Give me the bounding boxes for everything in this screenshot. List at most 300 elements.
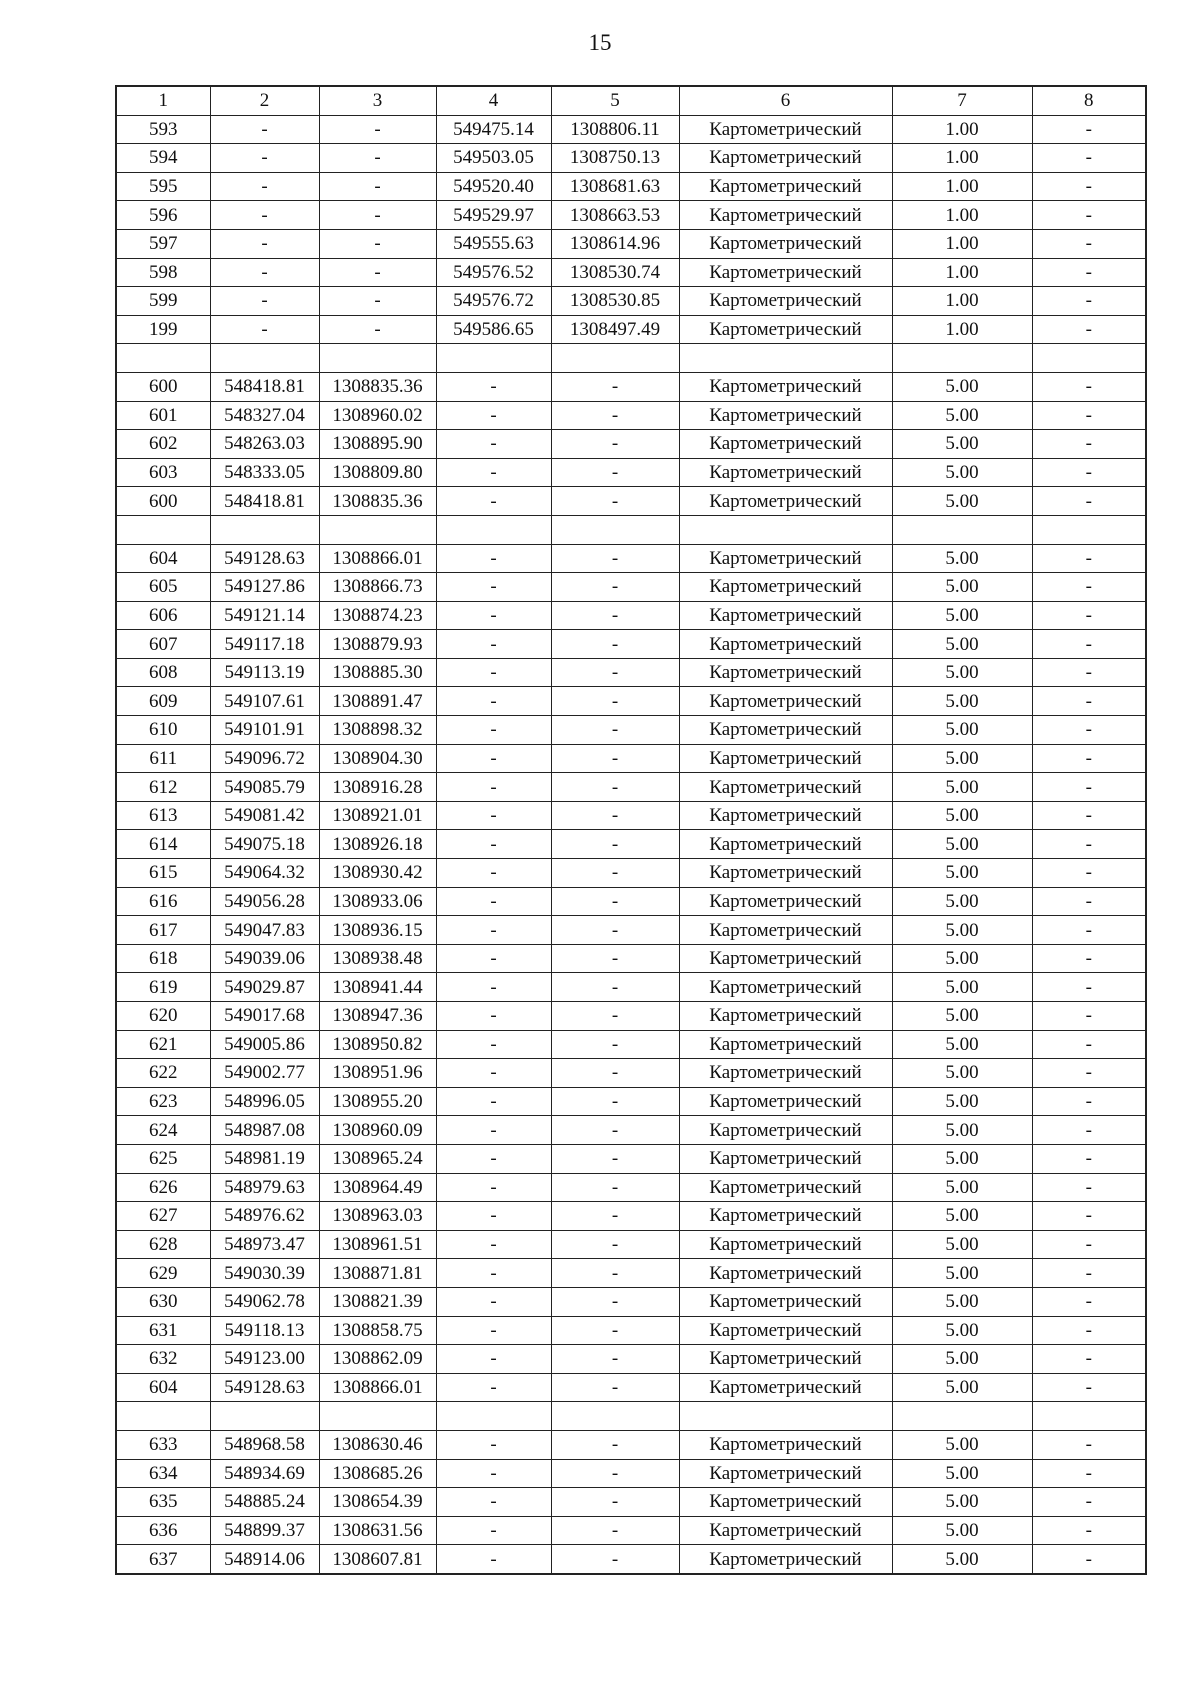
table-row — [116, 144, 1146, 173]
table-cell: - — [436, 487, 551, 516]
table-cell: 1308835.36 — [319, 487, 436, 516]
table-row — [116, 601, 1146, 630]
table-cell: 5.00 — [892, 1345, 1032, 1374]
table-cell: Картометрический — [679, 372, 892, 401]
table-cell: - — [436, 1202, 551, 1231]
table-cell: Картометрический — [679, 487, 892, 516]
table-cell: 5.00 — [892, 544, 1032, 573]
table-cell: - — [436, 744, 551, 773]
table-row — [116, 315, 1146, 344]
table-row — [116, 1173, 1146, 1202]
column-header: 8 — [1032, 86, 1146, 115]
table-cell: 635 — [116, 1488, 210, 1517]
table-cell: - — [319, 201, 436, 230]
table-cell: 549056.28 — [210, 887, 319, 916]
table-cell: 597 — [116, 229, 210, 258]
table-cell: - — [1032, 1087, 1146, 1116]
table-cell: 549127.86 — [210, 573, 319, 602]
table-cell: 623 — [116, 1087, 210, 1116]
table-cell: - — [1032, 887, 1146, 916]
table-cell: - — [551, 372, 679, 401]
table-cell: 5.00 — [892, 887, 1032, 916]
table-body — [116, 115, 1146, 1574]
table-cell: 1308858.75 — [319, 1316, 436, 1345]
table-cell: 1308964.49 — [319, 1173, 436, 1202]
table-cell: 605 — [116, 573, 210, 602]
table-cell: 549576.72 — [436, 287, 551, 316]
table-row — [116, 1459, 1146, 1488]
table-cell: - — [319, 258, 436, 287]
table-cell: 549576.52 — [436, 258, 551, 287]
column-header: 5 — [551, 86, 679, 115]
table-cell: 1308681.63 — [551, 172, 679, 201]
table-cell: - — [551, 1373, 679, 1402]
table-cell: - — [551, 1173, 679, 1202]
table-cell: - — [551, 487, 679, 516]
table-cell: 637 — [116, 1545, 210, 1574]
table-cell: - — [1032, 1002, 1146, 1031]
table-cell: 5.00 — [892, 801, 1032, 830]
table-cell: - — [1032, 1259, 1146, 1288]
table-cell: - — [551, 1259, 679, 1288]
table-cell: - — [1032, 315, 1146, 344]
table-cell: 1308530.85 — [551, 287, 679, 316]
table-cell: - — [436, 801, 551, 830]
table-cell: - — [1032, 801, 1146, 830]
table-cell: 602 — [116, 430, 210, 459]
table-cell: Картометрический — [679, 687, 892, 716]
table-cell: 1.00 — [892, 315, 1032, 344]
table-cell: 1308530.74 — [551, 258, 679, 287]
table-row — [116, 630, 1146, 659]
table-row — [116, 573, 1146, 602]
table-cell: 624 — [116, 1116, 210, 1145]
table-cell: - — [1032, 487, 1146, 516]
table-cell: Картометрический — [679, 315, 892, 344]
table-cell — [116, 1402, 210, 1431]
table-row — [116, 430, 1146, 459]
table-row — [116, 544, 1146, 573]
table-cell: 633 — [116, 1430, 210, 1459]
table-row — [116, 801, 1146, 830]
table-cell: - — [210, 144, 319, 173]
table-cell: Картометрический — [679, 1202, 892, 1231]
table-cell: - — [551, 1545, 679, 1574]
table-cell: Картометрический — [679, 716, 892, 745]
table-cell: 1308866.01 — [319, 544, 436, 573]
table-row — [116, 887, 1146, 916]
table-cell: - — [551, 973, 679, 1002]
table-cell: - — [436, 1545, 551, 1574]
table-cell: - — [551, 1488, 679, 1517]
table-cell: Картометрический — [679, 573, 892, 602]
table-cell: 616 — [116, 887, 210, 916]
table-cell: 1308895.90 — [319, 430, 436, 459]
table-cell: - — [551, 601, 679, 630]
table-cell: - — [436, 1173, 551, 1202]
table-cell: Картометрический — [679, 630, 892, 659]
table-cell: 1308963.03 — [319, 1202, 436, 1231]
table-cell: Картометрический — [679, 1488, 892, 1517]
table-cell: 548987.08 — [210, 1116, 319, 1145]
table-cell: 630 — [116, 1287, 210, 1316]
table-cell: 1308607.81 — [319, 1545, 436, 1574]
table-cell: 1308955.20 — [319, 1087, 436, 1116]
table-cell: - — [551, 1116, 679, 1145]
table-cell: 632 — [116, 1345, 210, 1374]
table-cell: - — [436, 887, 551, 916]
table-cell: 1308835.36 — [319, 372, 436, 401]
table-cell: - — [1032, 229, 1146, 258]
table-cell: - — [436, 1316, 551, 1345]
table-cell: - — [210, 172, 319, 201]
table-cell: 549096.72 — [210, 744, 319, 773]
table-cell: 5.00 — [892, 372, 1032, 401]
table-cell: Картометрический — [679, 1173, 892, 1202]
table-row — [116, 115, 1146, 144]
table-cell: Картометрический — [679, 773, 892, 802]
table-cell: Картометрический — [679, 1373, 892, 1402]
table-cell: 606 — [116, 601, 210, 630]
table-cell: 1308885.30 — [319, 658, 436, 687]
table-cell: Картометрический — [679, 1345, 892, 1374]
table-cell: Картометрический — [679, 859, 892, 888]
table-cell: - — [436, 1459, 551, 1488]
table-cell: - — [319, 229, 436, 258]
table-cell: - — [1032, 630, 1146, 659]
table-cell: 549005.86 — [210, 1030, 319, 1059]
table-cell: - — [1032, 287, 1146, 316]
table-cell: Картометрический — [679, 544, 892, 573]
table-row — [116, 458, 1146, 487]
table-cell: - — [436, 1059, 551, 1088]
table-cell: 636 — [116, 1516, 210, 1545]
table-cell: - — [551, 1202, 679, 1231]
table-cell: 5.00 — [892, 1516, 1032, 1545]
coordinates-table — [115, 85, 1147, 1575]
table-cell: 548327.04 — [210, 401, 319, 430]
table-cell: 549047.83 — [210, 916, 319, 945]
table-cell: 1308866.01 — [319, 1373, 436, 1402]
table-separator-row — [116, 1402, 1146, 1431]
table-cell: - — [551, 687, 679, 716]
table-cell: 1308750.13 — [551, 144, 679, 173]
table-cell: 1308879.93 — [319, 630, 436, 659]
table-cell: 1308806.11 — [551, 115, 679, 144]
table-cell: 549586.65 — [436, 315, 551, 344]
table-cell: 5.00 — [892, 1373, 1032, 1402]
table-cell: - — [1032, 773, 1146, 802]
table-cell: 549117.18 — [210, 630, 319, 659]
table-cell: 549081.42 — [210, 801, 319, 830]
table-cell: 548934.69 — [210, 1459, 319, 1488]
table-cell: - — [1032, 115, 1146, 144]
table-cell: - — [551, 887, 679, 916]
table-cell: 549017.68 — [210, 1002, 319, 1031]
table-row — [116, 1259, 1146, 1288]
table-cell: - — [436, 773, 551, 802]
table-row — [116, 1202, 1146, 1231]
table-cell: 549118.13 — [210, 1316, 319, 1345]
table-cell: - — [551, 630, 679, 659]
table-row — [116, 1516, 1146, 1545]
table-cell: - — [551, 1430, 679, 1459]
table-cell: 548976.62 — [210, 1202, 319, 1231]
table-cell: - — [1032, 1430, 1146, 1459]
table-cell: - — [319, 287, 436, 316]
table-cell: Картометрический — [679, 916, 892, 945]
table-cell: 604 — [116, 1373, 210, 1402]
column-header: 4 — [436, 86, 551, 115]
table-row — [116, 287, 1146, 316]
table-cell: Картометрический — [679, 115, 892, 144]
table-cell: 548899.37 — [210, 1516, 319, 1545]
table-cell: 199 — [116, 315, 210, 344]
table-cell — [551, 1402, 679, 1431]
table-cell: 549503.05 — [436, 144, 551, 173]
table-cell: 548973.47 — [210, 1230, 319, 1259]
table-cell: 1.00 — [892, 115, 1032, 144]
table-cell: - — [1032, 258, 1146, 287]
table-cell: - — [210, 229, 319, 258]
table-cell: 631 — [116, 1316, 210, 1345]
page-number: 15 — [588, 30, 612, 55]
table-cell: - — [436, 458, 551, 487]
table-cell: 548914.06 — [210, 1545, 319, 1574]
table-cell: 5.00 — [892, 716, 1032, 745]
table-cell: 1308497.49 — [551, 315, 679, 344]
table-cell: - — [210, 201, 319, 230]
table-cell: - — [436, 401, 551, 430]
table-cell: - — [551, 744, 679, 773]
table-cell: 5.00 — [892, 1459, 1032, 1488]
table-cell: 1308926.18 — [319, 830, 436, 859]
table-cell: 1.00 — [892, 258, 1032, 287]
table-cell: 5.00 — [892, 630, 1032, 659]
table-cell: 612 — [116, 773, 210, 802]
table-cell: 5.00 — [892, 430, 1032, 459]
table-cell: 5.00 — [892, 1430, 1032, 1459]
table-cell — [436, 1402, 551, 1431]
table-cell: 548418.81 — [210, 487, 319, 516]
table-cell: - — [551, 458, 679, 487]
table-cell: 549039.06 — [210, 944, 319, 973]
table-cell: 549475.14 — [436, 115, 551, 144]
table-cell: - — [1032, 916, 1146, 945]
table-cell: Картометрический — [679, 258, 892, 287]
table-cell: Картометрический — [679, 1030, 892, 1059]
table-cell: 549529.97 — [436, 201, 551, 230]
table-cell: 609 — [116, 687, 210, 716]
table-cell — [436, 344, 551, 373]
table-cell: 1308960.09 — [319, 1116, 436, 1145]
table-cell: - — [551, 944, 679, 973]
table-cell: - — [210, 287, 319, 316]
table-cell: Картометрический — [679, 1002, 892, 1031]
table-row — [116, 372, 1146, 401]
table-cell: 613 — [116, 801, 210, 830]
table-cell — [679, 344, 892, 373]
table-cell: 549555.63 — [436, 229, 551, 258]
table-cell: 5.00 — [892, 744, 1032, 773]
table-cell: 1308965.24 — [319, 1144, 436, 1173]
table-cell: - — [319, 315, 436, 344]
table-cell — [210, 1402, 319, 1431]
table-cell: - — [1032, 1144, 1146, 1173]
table-cell: 634 — [116, 1459, 210, 1488]
table-cell: - — [1032, 1345, 1146, 1374]
table-cell: Картометрический — [679, 430, 892, 459]
table-cell: - — [1032, 430, 1146, 459]
table-cell: Картометрический — [679, 1287, 892, 1316]
table-cell: - — [1032, 744, 1146, 773]
table-cell: 1308874.23 — [319, 601, 436, 630]
table-row — [116, 258, 1146, 287]
table-row — [116, 773, 1146, 802]
table-cell: - — [1032, 944, 1146, 973]
table-cell: - — [1032, 1373, 1146, 1402]
table-cell: - — [436, 859, 551, 888]
table-cell: 1308654.39 — [319, 1488, 436, 1517]
table-cell: 549075.18 — [210, 830, 319, 859]
table-cell: 5.00 — [892, 1030, 1032, 1059]
table-cell: 5.00 — [892, 487, 1032, 516]
table-row — [116, 1316, 1146, 1345]
table-cell: 619 — [116, 973, 210, 1002]
table-cell: Картометрический — [679, 887, 892, 916]
table-cell: - — [1032, 172, 1146, 201]
table-cell: - — [1032, 401, 1146, 430]
table-cell: Картометрический — [679, 1087, 892, 1116]
table-cell: - — [436, 601, 551, 630]
table-cell: Картометрический — [679, 944, 892, 973]
table-cell: 549101.91 — [210, 716, 319, 745]
table-row — [116, 944, 1146, 973]
table-cell — [679, 1402, 892, 1431]
table-row — [116, 716, 1146, 745]
table-cell: Картометрический — [679, 144, 892, 173]
table-cell: 1308663.53 — [551, 201, 679, 230]
table-cell: Картометрический — [679, 1259, 892, 1288]
table-cell: - — [551, 830, 679, 859]
table-row — [116, 1116, 1146, 1145]
table-cell: - — [1032, 1116, 1146, 1145]
table-cell: - — [436, 1002, 551, 1031]
table-row — [116, 973, 1146, 1002]
table-separator-row — [116, 344, 1146, 373]
table-cell: 607 — [116, 630, 210, 659]
table-cell: 1308951.96 — [319, 1059, 436, 1088]
table-cell: - — [436, 1488, 551, 1517]
table-cell: 1308960.02 — [319, 401, 436, 430]
table-cell: 548981.19 — [210, 1144, 319, 1173]
table-cell: 1.00 — [892, 287, 1032, 316]
table-cell: 596 — [116, 201, 210, 230]
table-cell: 1308631.56 — [319, 1516, 436, 1545]
table-cell: - — [436, 716, 551, 745]
table-cell: - — [1032, 830, 1146, 859]
table-cell: 5.00 — [892, 1144, 1032, 1173]
table-cell: - — [551, 1316, 679, 1345]
table-cell: Картометрический — [679, 201, 892, 230]
table-separator-row — [116, 515, 1146, 544]
table-cell: - — [436, 687, 551, 716]
table-cell: 549062.78 — [210, 1287, 319, 1316]
table-cell: - — [436, 830, 551, 859]
table-cell: Картометрический — [679, 658, 892, 687]
table-cell — [319, 1402, 436, 1431]
table-cell: 600 — [116, 372, 210, 401]
table-cell: 601 — [116, 401, 210, 430]
table-row — [116, 487, 1146, 516]
table-cell: Картометрический — [679, 830, 892, 859]
table-cell: 5.00 — [892, 1202, 1032, 1231]
column-header: 2 — [210, 86, 319, 115]
table-cell: 549121.14 — [210, 601, 319, 630]
table-cell: 1308614.96 — [551, 229, 679, 258]
table-cell: - — [436, 1287, 551, 1316]
table-cell — [551, 344, 679, 373]
table-cell: - — [1032, 1202, 1146, 1231]
table-cell: 549128.63 — [210, 1373, 319, 1402]
table-cell: - — [1032, 144, 1146, 173]
table-row — [116, 916, 1146, 945]
table-cell: - — [551, 1516, 679, 1545]
table-cell: 5.00 — [892, 1002, 1032, 1031]
table-cell: - — [436, 1345, 551, 1374]
table-cell: 598 — [116, 258, 210, 287]
table-cell: Картометрический — [679, 1316, 892, 1345]
table-cell — [1032, 344, 1146, 373]
table-cell: 595 — [116, 172, 210, 201]
table-cell: Картометрический — [679, 1144, 892, 1173]
table-row — [116, 658, 1146, 687]
table-cell: 599 — [116, 287, 210, 316]
table-cell: 5.00 — [892, 1116, 1032, 1145]
table-row — [116, 1059, 1146, 1088]
table-cell: - — [1032, 1459, 1146, 1488]
table-cell — [210, 344, 319, 373]
table-cell: - — [1032, 1316, 1146, 1345]
table-cell: 1.00 — [892, 201, 1032, 230]
table-cell: - — [436, 1373, 551, 1402]
table-cell: 1308821.39 — [319, 1287, 436, 1316]
table-cell: 610 — [116, 716, 210, 745]
table-cell: 5.00 — [892, 1173, 1032, 1202]
table-row — [116, 201, 1146, 230]
table-cell: - — [551, 1287, 679, 1316]
table-cell: 629 — [116, 1259, 210, 1288]
table-cell: - — [436, 1030, 551, 1059]
table-cell — [892, 515, 1032, 544]
table-cell: 1.00 — [892, 144, 1032, 173]
table-cell: 548996.05 — [210, 1087, 319, 1116]
table-cell: - — [436, 1144, 551, 1173]
table-row — [116, 1087, 1146, 1116]
table-cell: - — [1032, 1545, 1146, 1574]
table-cell — [679, 515, 892, 544]
table-cell: 626 — [116, 1173, 210, 1202]
table-cell — [551, 515, 679, 544]
table-cell — [116, 344, 210, 373]
table-cell: 5.00 — [892, 401, 1032, 430]
table-cell: 1308941.44 — [319, 973, 436, 1002]
table-cell: 5.00 — [892, 973, 1032, 1002]
table-cell: 5.00 — [892, 859, 1032, 888]
column-header: 6 — [679, 86, 892, 115]
table-cell: 5.00 — [892, 830, 1032, 859]
table-cell: - — [319, 144, 436, 173]
